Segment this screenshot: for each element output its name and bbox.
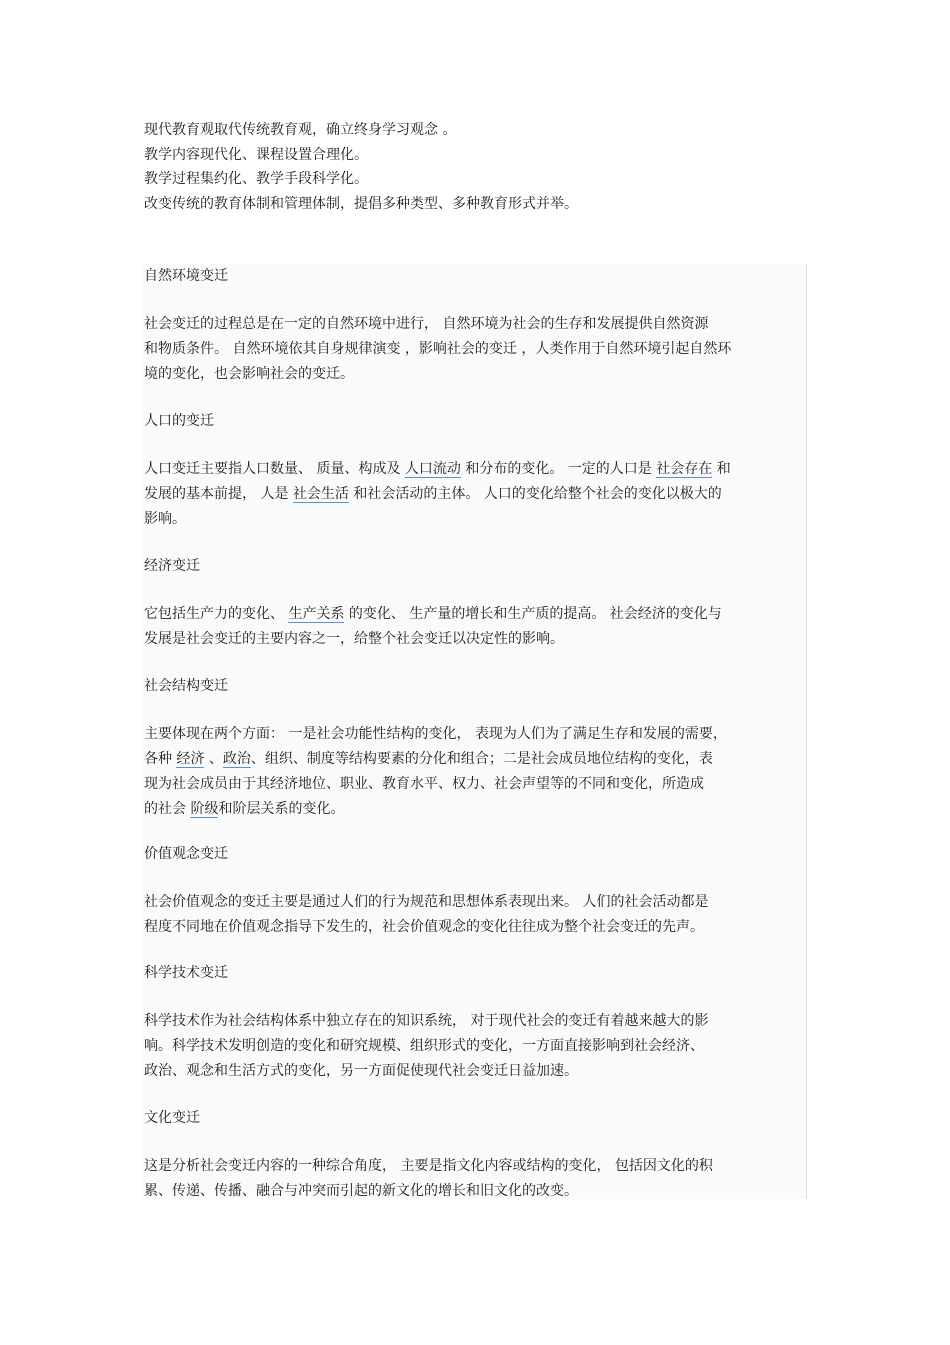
paragraph-line: 响。科学技术发明创造的变化和研究规模、组织形式的变化，一方面直接影响到社会经济、	[144, 1038, 704, 1054]
paragraph-line: 这是分析社会变迁内容的一种综合角度， 主要是指文化内容或结构的变化， 包括因文化的积	[144, 1158, 713, 1174]
link-social-life[interactable]: 社会生活	[292, 486, 349, 502]
text-run: 和阶层关系的变化。	[218, 801, 345, 817]
section-economy	[144, 554, 806, 652]
intro-line-1: 现代教育观取代传统教育观，确立终身学习观念 。	[144, 122, 457, 138]
section-heading: 价值观念变迁	[144, 846, 228, 862]
paragraph-line: 社会价值观念的变迁主要是通过人们的行为规范和思想体系表现出来。 人们的社会活动都是	[144, 894, 709, 910]
section-value-concepts	[144, 842, 806, 940]
section-population	[144, 409, 806, 532]
paragraph-line	[144, 747, 806, 772]
intro-line-2: 教学内容现代化、课程设置合理化。	[144, 146, 368, 163]
paragraph-line: 现为社会成员由于其经济地位、职业、教育水平、权力、社会声望等的不同和变化，所造成	[144, 776, 704, 792]
text-run: 的社会	[144, 801, 191, 817]
section-heading: 科学技术变迁	[144, 965, 228, 981]
paragraph-line	[144, 482, 806, 507]
paragraph-line: 和物质条件。 自然环境依其自身规律演变 ，影响社会的变迁 ，人类作用于自然环境引起自然环	[144, 341, 732, 357]
section-heading: 社会结构变迁	[144, 678, 228, 694]
section-heading: 经济变迁	[144, 558, 200, 574]
text-run: 和社会活动的主体。 人口的变化给整个社会的变化以极大的	[348, 486, 722, 502]
intro-line-4: 改变传统的教育体制和管理体制，提倡多种类型、多种教育形式并举。	[144, 195, 578, 212]
paragraph-line	[144, 602, 806, 627]
paragraph-line	[144, 797, 806, 822]
text-run: 、	[204, 751, 223, 767]
section-heading: 人口的变迁	[144, 413, 214, 429]
text-run: 和	[712, 461, 731, 477]
paragraph-line: 影响。	[144, 511, 186, 527]
paragraph-line: 政治、观念和生活方式的变化，另一方面促使现代社会变迁日益加速。	[144, 1063, 578, 1079]
paragraph-line: 发展是社会变迁的主要内容之一，给整个社会变迁以决定性的影响。	[144, 631, 564, 647]
section-science-technology	[144, 961, 806, 1084]
paragraph-line: 主要体现在两个方面： 一是社会功能性结构的变化， 表现为人们为了满足生存和发展的需要，	[144, 726, 727, 742]
paragraph-line: 境的变化，也会影响社会的变迁。	[144, 366, 354, 382]
text-run: 和分布的变化。 一定的人口是	[460, 461, 657, 477]
paragraph-line	[144, 457, 806, 482]
section-heading: 自然环境变迁	[144, 268, 228, 284]
paragraph-line: 科学技术作为社会结构体系中独立存在的知识系统， 对于现代社会的变迁有着越来越大的影	[144, 1013, 709, 1029]
link-relations-of-production[interactable]: 生产关系	[288, 606, 345, 622]
text-run: 人口变迁主要指人口数量、 质量、构成及	[144, 461, 405, 477]
section-natural-environment	[144, 264, 806, 387]
intro-block	[144, 118, 804, 216]
section-social-structure	[144, 674, 806, 822]
section-heading: 文化变迁	[144, 1110, 200, 1126]
link-politics[interactable]: 政治	[222, 751, 251, 767]
link-economy[interactable]: 经济	[176, 751, 205, 767]
paragraph-line: 累、传递、传播、融合与冲突而引起的新文化的增长和旧文化的改变。	[144, 1183, 578, 1199]
paragraph-line: 社会变迁的过程总是在一定的自然环境中进行， 自然环境为社会的生存和发展提供自然资源	[144, 316, 709, 332]
section-culture	[144, 1106, 806, 1204]
text-run: 它包括生产力的变化、	[144, 606, 289, 622]
social-change-panel	[143, 264, 807, 1199]
text-run: 、组织、制度等结构要素的分化和组合；二是社会成员地位结构的变化，表	[250, 751, 713, 767]
intro-line-3: 教学过程集约化、教学手段科学化。	[144, 171, 368, 187]
text-run: 的变化、 生产量的增长和生产质的提高。 社会经济的变化与	[344, 606, 722, 622]
text-run: 发展的基本前提， 人是	[144, 486, 293, 502]
link-class[interactable]: 阶级	[190, 801, 219, 817]
text-run: 各种	[144, 751, 177, 767]
link-social-existence[interactable]: 社会存在	[656, 461, 713, 477]
paragraph-line: 程度不同地在价值观念指导下发生的，社会价值观念的变化往往成为整个社会变迁的先声。	[144, 919, 704, 935]
link-population-mobility[interactable]: 人口流动	[404, 461, 461, 477]
